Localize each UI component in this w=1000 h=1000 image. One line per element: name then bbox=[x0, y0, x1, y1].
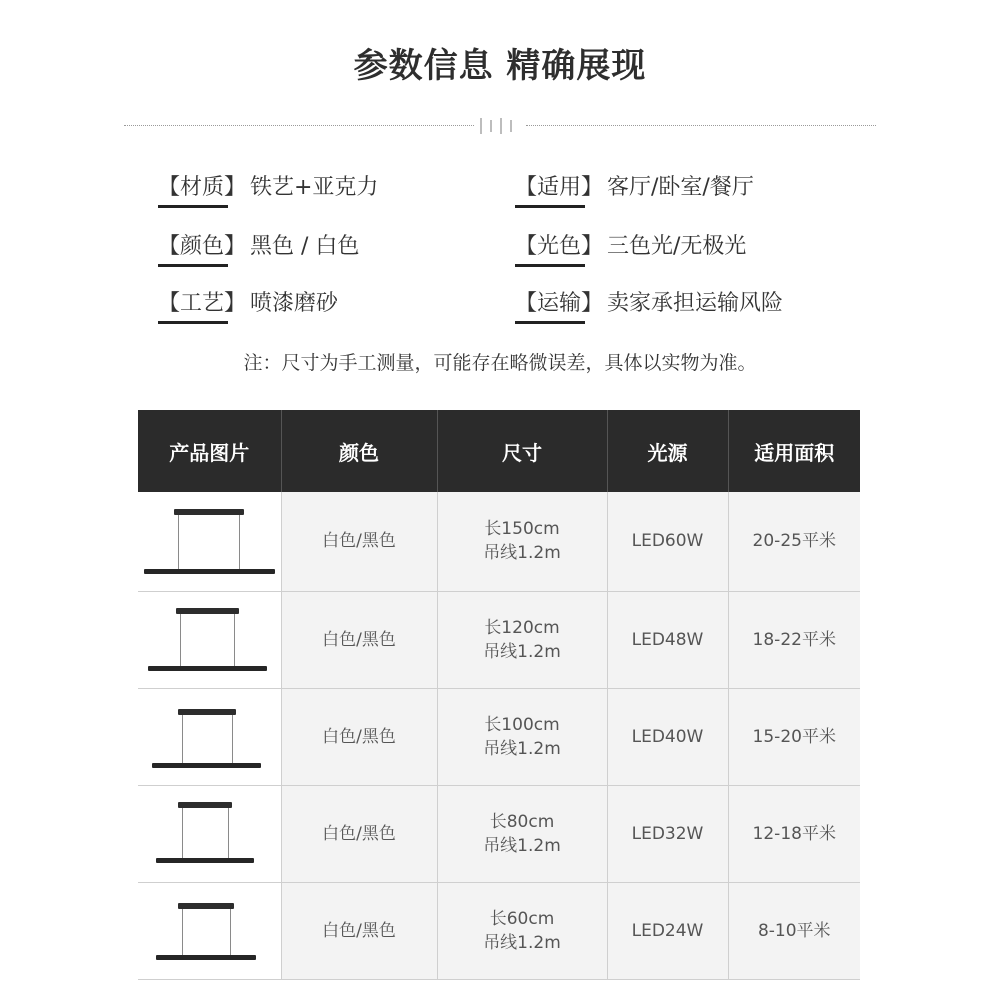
size-cell bbox=[437, 882, 607, 979]
size-cell bbox=[437, 785, 607, 882]
size-length: 长100cm bbox=[484, 714, 560, 735]
size-wire: 吊线1.2m bbox=[483, 932, 561, 953]
spec-key: 【运输】 bbox=[515, 286, 585, 324]
light-cell: LED60W bbox=[607, 492, 728, 591]
size-wire: 吊线1.2m bbox=[483, 641, 561, 662]
spec-value: 喷漆磨砂 bbox=[250, 291, 339, 316]
light-cell: LED48W bbox=[607, 591, 728, 688]
size-cell bbox=[437, 492, 607, 591]
table-row bbox=[138, 688, 860, 785]
header-light: 光源 bbox=[607, 410, 728, 492]
measurement-note: 注：尺寸为手工测量，可能存在略微误差，具体以实物为准。 bbox=[243, 352, 757, 374]
area-cell: 18-22平米 bbox=[728, 591, 860, 688]
product-image-cell bbox=[138, 591, 281, 688]
header-color: 颜色 bbox=[281, 410, 437, 492]
color-cell: 白色/黑色 bbox=[281, 688, 437, 785]
color-cell: 白色/黑色 bbox=[281, 882, 437, 979]
pendant-lamp-image bbox=[138, 786, 281, 882]
color-cell: 白色/黑色 bbox=[281, 785, 437, 882]
spec-table bbox=[138, 410, 860, 980]
spec-value: 三色光/无极光 bbox=[607, 234, 747, 259]
table-header-row bbox=[138, 410, 860, 492]
title-divider bbox=[124, 118, 876, 134]
size-length: 长150cm bbox=[484, 519, 560, 540]
area-cell: 20-25平米 bbox=[728, 492, 860, 591]
area-cell: 12-18平米 bbox=[728, 785, 860, 882]
table-row bbox=[138, 591, 860, 688]
light-cell: LED40W bbox=[607, 688, 728, 785]
size-length: 长80cm bbox=[489, 811, 555, 832]
size-length: 长120cm bbox=[484, 617, 560, 638]
spec-key: 【工艺】 bbox=[158, 286, 228, 324]
spec-key: 【光色】 bbox=[515, 229, 585, 267]
product-image-cell bbox=[138, 882, 281, 979]
spec-key: 【颜色】 bbox=[158, 229, 228, 267]
page-title: 参数信息 精确展现 bbox=[353, 46, 647, 86]
light-cell: LED32W bbox=[607, 785, 728, 882]
color-cell: 白色/黑色 bbox=[281, 591, 437, 688]
pendant-lamp-image bbox=[138, 689, 281, 785]
product-image-cell bbox=[138, 688, 281, 785]
header-image: 产品图片 bbox=[138, 410, 281, 492]
size-wire: 吊线1.2m bbox=[483, 738, 561, 759]
header-size: 尺寸 bbox=[437, 410, 607, 492]
pendant-lamp-image bbox=[138, 493, 281, 589]
spec-value: 黑色 / 白色 bbox=[250, 234, 360, 259]
area-cell: 15-20平米 bbox=[728, 688, 860, 785]
spec-value: 铁艺+亚克力 bbox=[250, 175, 379, 200]
spec-value: 卖家承担运输风险 bbox=[607, 291, 784, 316]
pendant-lamp-image bbox=[138, 883, 281, 979]
product-image-cell bbox=[138, 492, 281, 591]
size-cell bbox=[437, 688, 607, 785]
area-cell: 8-10平米 bbox=[728, 882, 860, 979]
header-area: 适用面积 bbox=[728, 410, 860, 492]
spec-key: 【材质】 bbox=[158, 170, 228, 208]
spec-value: 客厅/卧室/餐厅 bbox=[607, 175, 754, 200]
size-cell bbox=[437, 591, 607, 688]
spec-key: 【适用】 bbox=[515, 170, 585, 208]
table-row bbox=[138, 492, 860, 591]
color-cell: 白色/黑色 bbox=[281, 492, 437, 591]
size-length: 长60cm bbox=[489, 908, 555, 929]
table-row bbox=[138, 882, 860, 979]
pendant-lamp-image bbox=[138, 592, 281, 688]
size-wire: 吊线1.2m bbox=[483, 835, 561, 856]
table-row bbox=[138, 785, 860, 882]
light-cell: LED24W bbox=[607, 882, 728, 979]
size-wire: 吊线1.2m bbox=[483, 543, 561, 564]
product-image-cell bbox=[138, 785, 281, 882]
